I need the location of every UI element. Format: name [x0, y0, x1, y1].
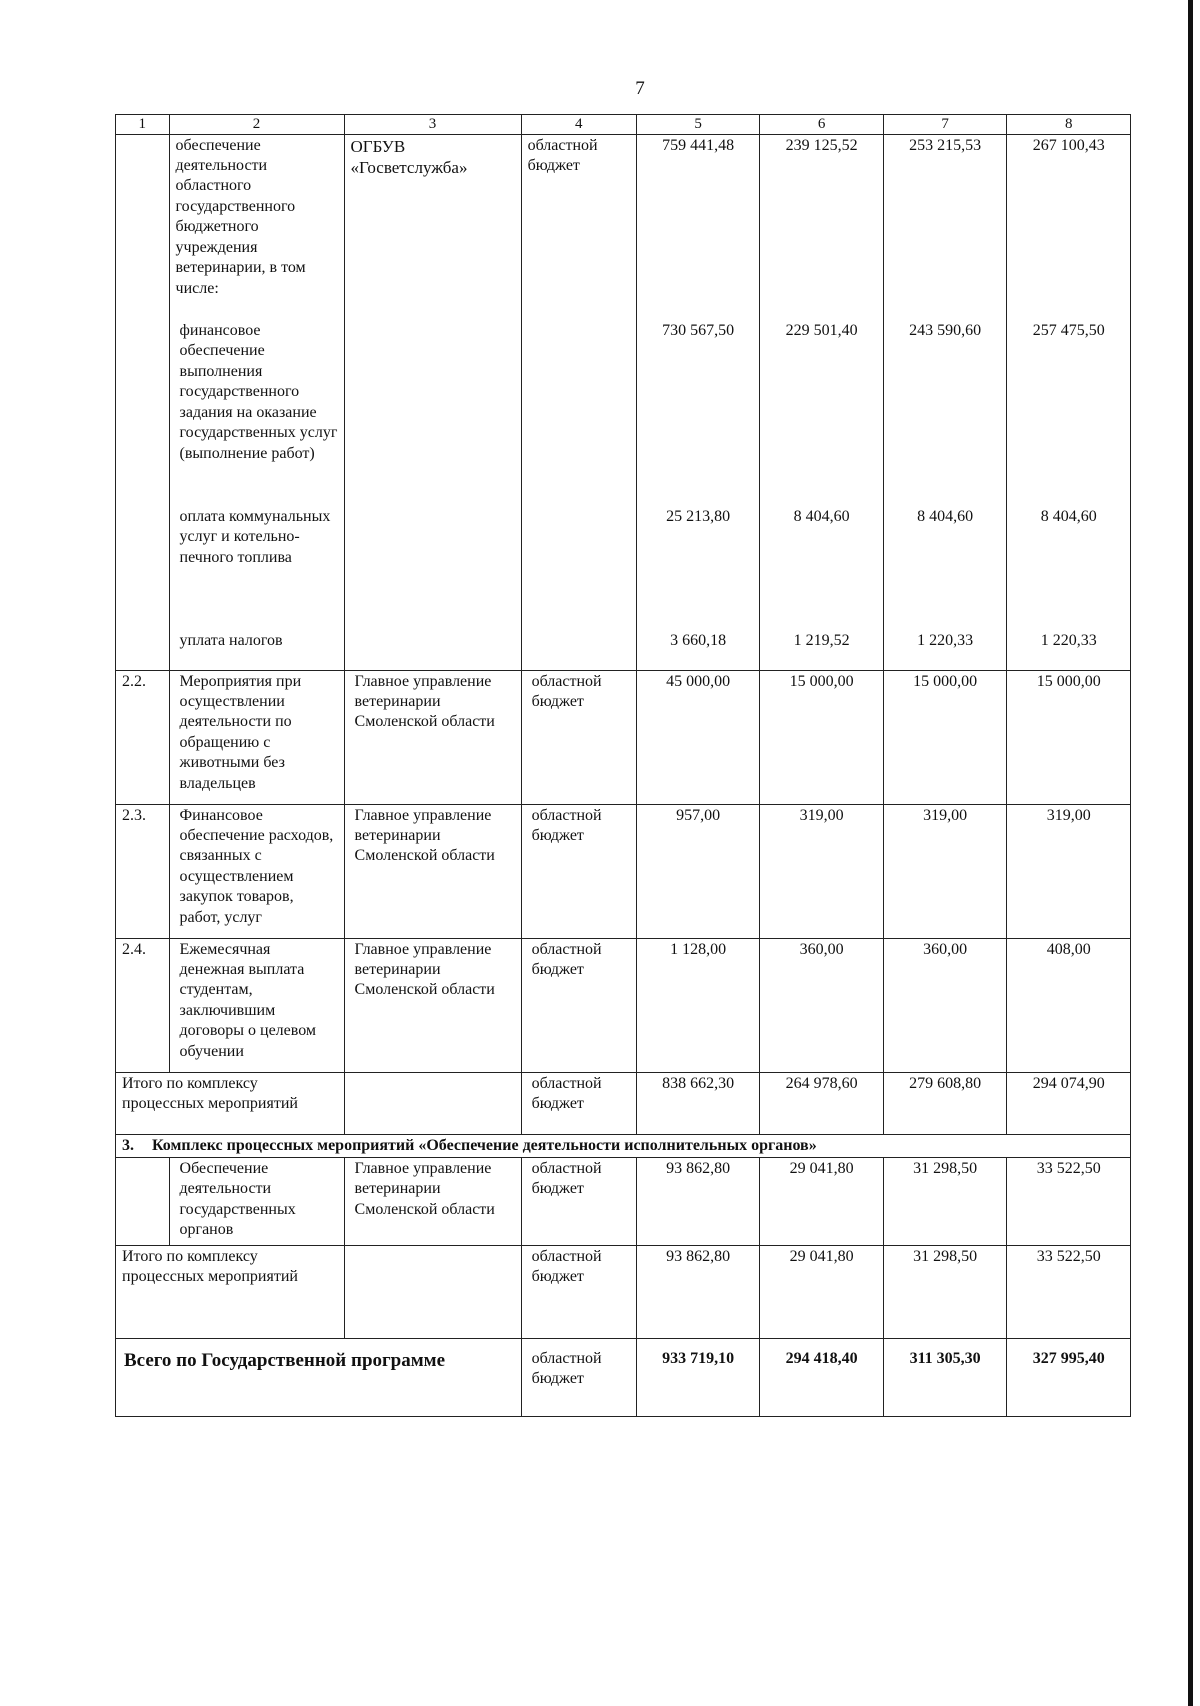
- subtotal-value-7: 279 608,80: [883, 1072, 1007, 1134]
- row-source: областной бюджет: [521, 804, 636, 938]
- subrow-description: оплата коммунальных услуг и котельно-печного топлива: [169, 506, 344, 630]
- row-source: областной бюджет: [521, 134, 636, 320]
- grand-total-value-5: 933 719,10: [636, 1338, 760, 1416]
- row-value-6: 15 000,00: [760, 670, 884, 804]
- row-source: областной бюджет: [521, 1157, 636, 1245]
- subrow-value-8: 257 475,50: [1007, 320, 1131, 506]
- row-description: Обеспечение деятельности государственных органов: [169, 1157, 344, 1245]
- table-row: [116, 804, 1131, 938]
- row-value-7: 31 298,50: [883, 1157, 1007, 1245]
- section-number: 3.: [122, 1136, 134, 1154]
- col-header-1: 1: [116, 115, 170, 135]
- row-value-7: 360,00: [883, 938, 1007, 1072]
- subtotal-row: [116, 1245, 1131, 1338]
- row-value-8: 408,00: [1007, 938, 1131, 1072]
- grand-total-value-7: 311 305,30: [883, 1338, 1007, 1416]
- row-value-8: 15 000,00: [1007, 670, 1131, 804]
- col-header-2: 2: [169, 115, 344, 135]
- row-value-5: 759 441,48: [636, 134, 760, 320]
- row-value-7: 319,00: [883, 804, 1007, 938]
- row-value-5: 45 000,00: [636, 670, 760, 804]
- subtotal-source: областной бюджет: [521, 1072, 636, 1134]
- table-row: [116, 1157, 1131, 1245]
- subrow-value-5: 3 660,18: [636, 630, 760, 670]
- column-number-row: [116, 115, 1131, 135]
- subrow-value-7: 8 404,60: [883, 506, 1007, 630]
- row-value-5: 93 862,80: [636, 1157, 760, 1245]
- table-row: [116, 938, 1131, 1072]
- subtotal-value-8: 294 074,90: [1007, 1072, 1131, 1134]
- scan-edge-line: [1188, 0, 1193, 1706]
- row-number: 2.2.: [116, 670, 170, 804]
- subrow-value-8: 8 404,60: [1007, 506, 1131, 630]
- subrow-value-6: 229 501,40: [760, 320, 884, 506]
- row-value-8: 33 522,50: [1007, 1157, 1131, 1245]
- row-value-6: 29 041,80: [760, 1157, 884, 1245]
- page-number: 7: [635, 78, 645, 99]
- row-value-8: 267 100,43: [1007, 134, 1131, 320]
- subrow-value-6: 1 219,52: [760, 630, 884, 670]
- row-value-5: 957,00: [636, 804, 760, 938]
- row-value-8: 319,00: [1007, 804, 1131, 938]
- subrow-description: уплата налогов: [169, 630, 344, 670]
- grand-total-value-8: 327 995,40: [1007, 1338, 1131, 1416]
- table-subrow: [116, 320, 1131, 506]
- subtotal-value-6: 29 041,80: [760, 1245, 884, 1338]
- row-description: Ежемесячная денежная выплата студентам, заключившим договоры о целевом обучении: [169, 938, 344, 1072]
- grand-total-row: [116, 1338, 1131, 1416]
- row-value-5: 1 128,00: [636, 938, 760, 1072]
- row-number: 2.4.: [116, 938, 170, 1072]
- subrow-value-7: 243 590,60: [883, 320, 1007, 506]
- row-value-6: 360,00: [760, 938, 884, 1072]
- row-number-cell: [116, 134, 170, 320]
- col-header-4: 4: [521, 115, 636, 135]
- section-header-row: [116, 1134, 1131, 1157]
- col-header-6: 6: [760, 115, 884, 135]
- grand-total-label: Всего по Государственной программе: [116, 1338, 522, 1416]
- subrow-value-5: 730 567,50: [636, 320, 760, 506]
- row-source: областной бюджет: [521, 938, 636, 1072]
- subtotal-value-5: 93 862,80: [636, 1245, 760, 1338]
- grand-total-source: областной бюджет: [521, 1338, 636, 1416]
- row-description: обеспечение деятельности областного государственного бюджетного учреждения ветеринарии, в том числе:: [169, 134, 344, 320]
- row-value-7: 15 000,00: [883, 670, 1007, 804]
- col-header-5: 5: [636, 115, 760, 135]
- table-subrow: [116, 630, 1131, 670]
- table-row: [116, 134, 1131, 320]
- subtotal-row: [116, 1072, 1131, 1134]
- grand-total-value-6: 294 418,40: [760, 1338, 884, 1416]
- subtotal-label: Итого по комплексу процессных мероприятий: [116, 1072, 345, 1134]
- row-executor: ОГБУВ «Госветслужба»: [344, 134, 521, 320]
- row-executor: Главное управление ветеринарии Смоленской области: [344, 670, 521, 804]
- budget-table: [115, 114, 1131, 1417]
- row-source: областной бюджет: [521, 670, 636, 804]
- subtotal-value-6: 264 978,60: [760, 1072, 884, 1134]
- subtotal-source: областной бюджет: [521, 1245, 636, 1338]
- row-value-7: 253 215,53: [883, 134, 1007, 320]
- subtotal-label: Итого по комплексу процессных мероприятий: [116, 1245, 345, 1338]
- subrow-value-5: 25 213,80: [636, 506, 760, 630]
- row-description: Мероприятия при осуществлении деятельности по обращению с животными без владельцев: [169, 670, 344, 804]
- subrow-value-8: 1 220,33: [1007, 630, 1131, 670]
- row-executor: Главное управление ветеринарии Смоленской области: [344, 938, 521, 1072]
- col-header-3: 3: [344, 115, 521, 135]
- row-description: Финансовое обеспечение расходов, связанных с осуществлением закупок товаров, работ, услуг: [169, 804, 344, 938]
- row-value-6: 239 125,52: [760, 134, 884, 320]
- row-executor: Главное управление ветеринарии Смоленской области: [344, 804, 521, 938]
- subrow-value-7: 1 220,33: [883, 630, 1007, 670]
- table-subrow: [116, 506, 1131, 630]
- subrow-value-6: 8 404,60: [760, 506, 884, 630]
- col-header-8: 8: [1007, 115, 1131, 135]
- subtotal-value-7: 31 298,50: [883, 1245, 1007, 1338]
- subtotal-value-5: 838 662,30: [636, 1072, 760, 1134]
- row-number: 2.3.: [116, 804, 170, 938]
- table-row: [116, 670, 1131, 804]
- col-header-7: 7: [883, 115, 1007, 135]
- subtotal-value-8: 33 522,50: [1007, 1245, 1131, 1338]
- subrow-description: финансовое обеспечение выполнения государственного задания на оказание государственных услуг (выполнение работ): [169, 320, 344, 506]
- row-executor: Главное управление ветеринарии Смоленской области: [344, 1157, 521, 1245]
- row-value-6: 319,00: [760, 804, 884, 938]
- section-title: Комплекс процессных мероприятий «Обеспечение деятельности исполнительных органов»: [152, 1136, 817, 1154]
